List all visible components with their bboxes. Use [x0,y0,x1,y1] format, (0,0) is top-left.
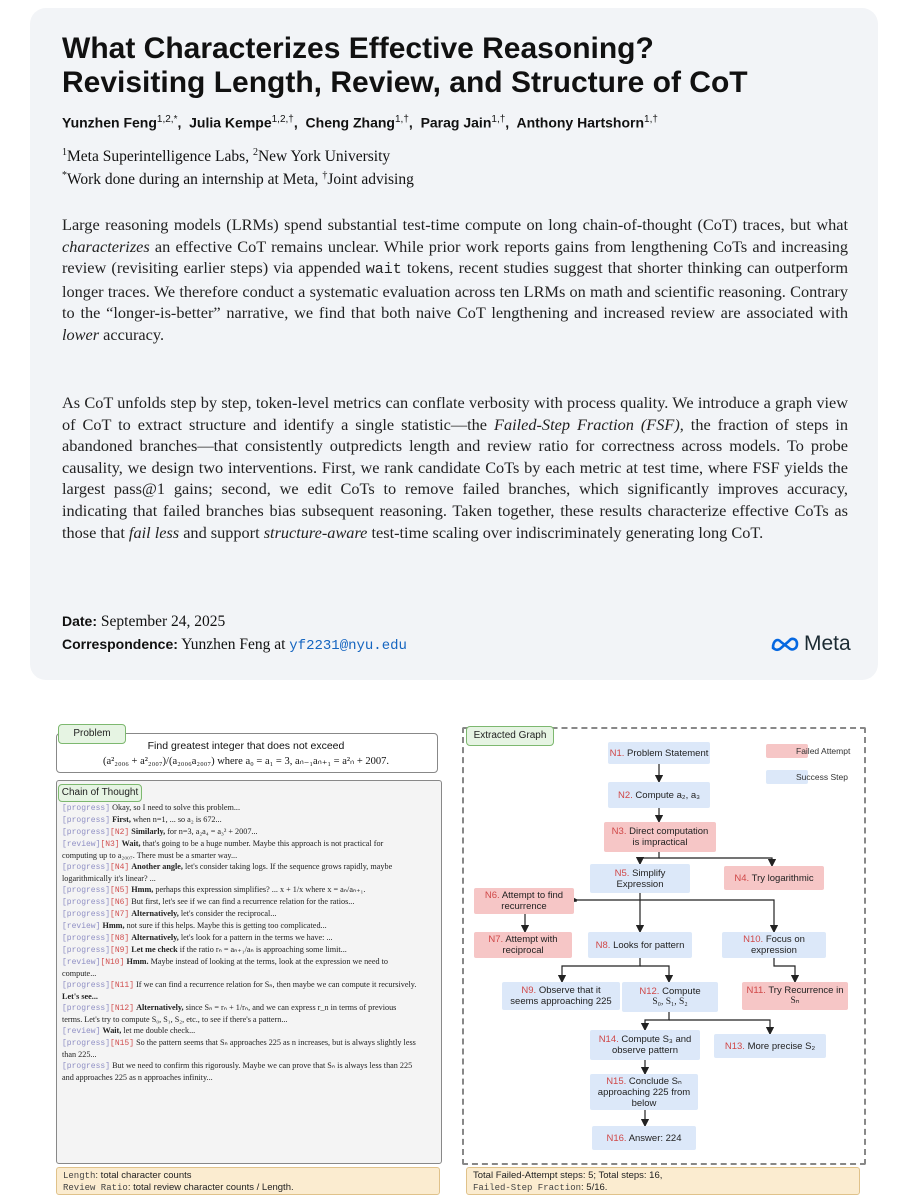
cot-line: Let's see... [62,992,98,1001]
length-footnote: Length: total character counts Review Ratio: total review character counts / Length. [56,1167,440,1195]
edge-n12-n14 [645,1012,669,1030]
graph-node-n16: N16. Answer: 224 [592,1126,696,1150]
author-name: Yunzhen Feng [62,114,157,131]
title-line-1: What Characterizes Effective Reasoning? [62,32,654,65]
meta-logo-text: Meta [804,632,851,655]
cot-line: [progress][N4] Another angle, let's consider taking logs. If the sequence grows rapidly, maybe [62,862,393,872]
legend-failed-label: Failed Attempt [796,746,851,756]
abstract-paragraph-2: As CoT unfolds step by step, token-level metrics can conflate verbosity with process quality. We introduce a graph view of CoT to extract structure and identify a single statistic—the Failed-Step Fraction (FSF), the fraction of steps in abandoned branches—that consistently outpredicts length and review ratio for correctness across models. To probe causality, we design two interventions. First, we rank candidate CoTs by each metric at test time, where FSF yields the largest pass@1 gains; second, we edit CoTs to remove failed branches, which significantly improves accuracy, indicating that failed branches bias subsequent reasoning. Taken together, these results characterize effective CoTs as those that fail less and support structure-aware test-time scaling over indiscriminately generating long CoT. [62,393,848,542]
graph-node-n15: N15. Conclude Sₙ approaching 225 from below [590,1074,698,1110]
graph-node-n13: N13. More precise S₂ [714,1034,826,1058]
graph-node-n7: N7. Attempt with reciprocal [474,932,572,958]
note-1: Work done during an internship at Meta, [67,171,323,189]
cot-line: than 225... [62,1050,97,1059]
correspondence-label: Correspondence: [62,636,178,652]
edge-n5-n10 [640,900,774,932]
graph-node-n11: N11. Try Recurrence in Sₙ [742,982,848,1010]
cot-line: [review][N3] Wait, that's going to be a huge number. Maybe this approach is not practical for [62,839,384,849]
edge-n5-n6 [576,893,640,902]
author-name: Julia Kempe [189,114,272,131]
graph-node-n14: N14. Compute S₃ and observe pattern [590,1030,700,1060]
extracted-graph-tag: Extracted Graph [466,726,554,746]
note-sup: † [322,170,328,181]
affil-1: Meta Superintelligence Labs, [67,148,253,166]
affil-sup: 1 [62,147,67,158]
cot-line: [progress][N7] Alternatively, let's consider the reciprocal... [62,909,277,919]
author-sup: 1,2,* [156,114,178,125]
cot-line: logarithmically it's linear? ... [62,874,156,883]
date-value: September 24, 2025 [100,613,226,630]
edge-n3-n5 [640,852,659,864]
cot-line: terms. Let's try to compute S₀, S₁, S₂, etc., to see if there's a pattern... [62,1015,288,1024]
graph-node-n10: N10. Focus on expression [722,932,826,958]
cot-line: [review][N10] Hmm. Maybe instead of looking at the terms, look at the expression we need to [62,957,388,967]
note-sup: * [62,170,67,181]
cot-line: [progress] But we need to confirm this rigorously. Maybe we can prove that Sₙ is always less than 225 [62,1061,413,1071]
legend-success-label: Success Step [796,772,848,782]
author-list: Yunzhen Feng$^{1,2,*}$, Julia Kempe$^{1,2,\dagger}$, Cheng Zhang$^{1,\dagger}$, Parag Jain$^{1,\dagger}$, Anthony Hartshorn$^{1,\dagger}$ [62,114,658,131]
author-name: Parag Jain [420,114,492,131]
problem-line-1: Find greatest integer that does not exceed [147,740,345,752]
graph-node-n2: N2. Compute a₂, a₃ [608,782,710,808]
author-sup: 1,† [644,114,658,125]
cot-line: [progress][N9] Let me check if the ratio rₙ = aₙ₊₁/aₙ is approaching some limit... [62,945,347,955]
cot-line: [progress] Okay, so I need to solve this problem... [62,803,241,813]
graph-node-n6: N6. Attempt to find recurrence [474,888,574,914]
email-link[interactable]: yf2231@nyu.edu [289,638,407,654]
cot-line: [progress][N8] Alternatively, let's look for a pattern in the terms we have: ... [62,933,333,943]
graph-node-n12: N12. Compute S₀, S₁, S₂ [622,982,718,1012]
cot-line: [progress][N6] But first, let's see if we can find a recurrence relation for the ratios... [62,897,355,907]
fsf-footnote: Total Failed-Attempt steps: 5; Total steps: 16, Failed-Step Fraction: 5/16. [466,1167,860,1195]
graph-node-n8: N8. Looks for pattern [588,932,692,958]
graph-node-n4: N4. Try logarithmic [724,866,824,890]
cot-line: computing up to a₂₀₀₇. There must be a smarter way... [62,851,238,860]
cot-line: [progress][N15] So the pattern seems that Sₙ approaches 225 as n increases, but is always slightly less [62,1038,416,1048]
cot-line: and approaches 225 as n approaches infinity... [62,1073,213,1082]
edge-n8-n9 [562,958,640,982]
cot-line: [progress][N5] Hmm, perhaps this expression simplifies? ... x + 1/x where x = aₙ/aₙ₊₁. [62,885,366,895]
cot-line: [progress][N2] Similarly, for n=3, a₂a₄ = a₃² + 2007... [62,827,258,837]
graph-node-n5: N5. Simplify Expression [590,864,690,893]
cot-line: [progress][N11] If we can find a recurrence relation for Sₙ, then maybe we can compute it recursively. [62,980,417,990]
cot-line: compute... [62,969,97,978]
affil-sup: 2 [252,147,258,158]
author-sup: 1,† [491,114,506,125]
edge-n8-n12 [640,966,669,982]
cot-line: [progress] First, when n=1, ... so a₂ is 672... [62,815,222,825]
author-sup: 1,† [394,114,409,125]
abstract-paragraph-1: Large reasoning models (LRMs) spend substantial test-time compute on long chain-of-thought (CoT) traces, but what characterizes an effective CoT remains unclear. While prior work reports gains from lengthening CoTs and increasing review (revisiting earlier steps) via appended wait tokens, recent studies suggest that shorter thinking can outperform longer traces. We therefore conduct a systematic evaluation across ten LRMs on math and scientific reasoning. Contrary to the “longer-is-better” narrative, we find that both naive CoT lengthening and increased review are associated with lower accuracy. [62,215,849,344]
cot-line: [review] Hmm, not sure if this helps. Maybe this is getting too complicated... [62,921,327,931]
author-name: Anthony Hartshorn [516,114,645,131]
graph-node-n3: N3. Direct computation is impractical [604,822,716,852]
chain-of-thought-tag: Chain of Thought [58,784,142,802]
cot-line: [progress][N12] Alternatively, since Sₙ = rₙ + 1/rₙ, and we can express r_n in terms of previous [62,1003,397,1013]
correspondence-name: Yunzhen Feng at [181,636,290,653]
problem-line-2: (a²₂₀₀₆ + a²₂₀₀₇)/(a₂₀₀₆a₂₀₀₇) where a₀ = a₁ = 3, aₙ₋₁aₙ₊₁ = a²ₙ + 2007. [102,756,390,767]
date-label: Date: [62,613,98,629]
graph-node-n9: N9. Observe that it seems approaching 225 [502,982,620,1010]
problem-tag: Problem [58,724,126,744]
affil-2: New York University [257,148,391,166]
graph-node-n1: N1. Problem Statement [608,742,710,764]
edge-n10-n11 [774,958,795,982]
cot-line: [review] Wait, let me double check... [62,1026,196,1036]
author-name: Cheng Zhang [305,114,395,131]
note-2: Joint advising [327,171,414,189]
title-line-2: Revisiting Length, Review, and Structure of CoT [62,66,748,99]
author-sup: 1,2,† [271,114,294,125]
